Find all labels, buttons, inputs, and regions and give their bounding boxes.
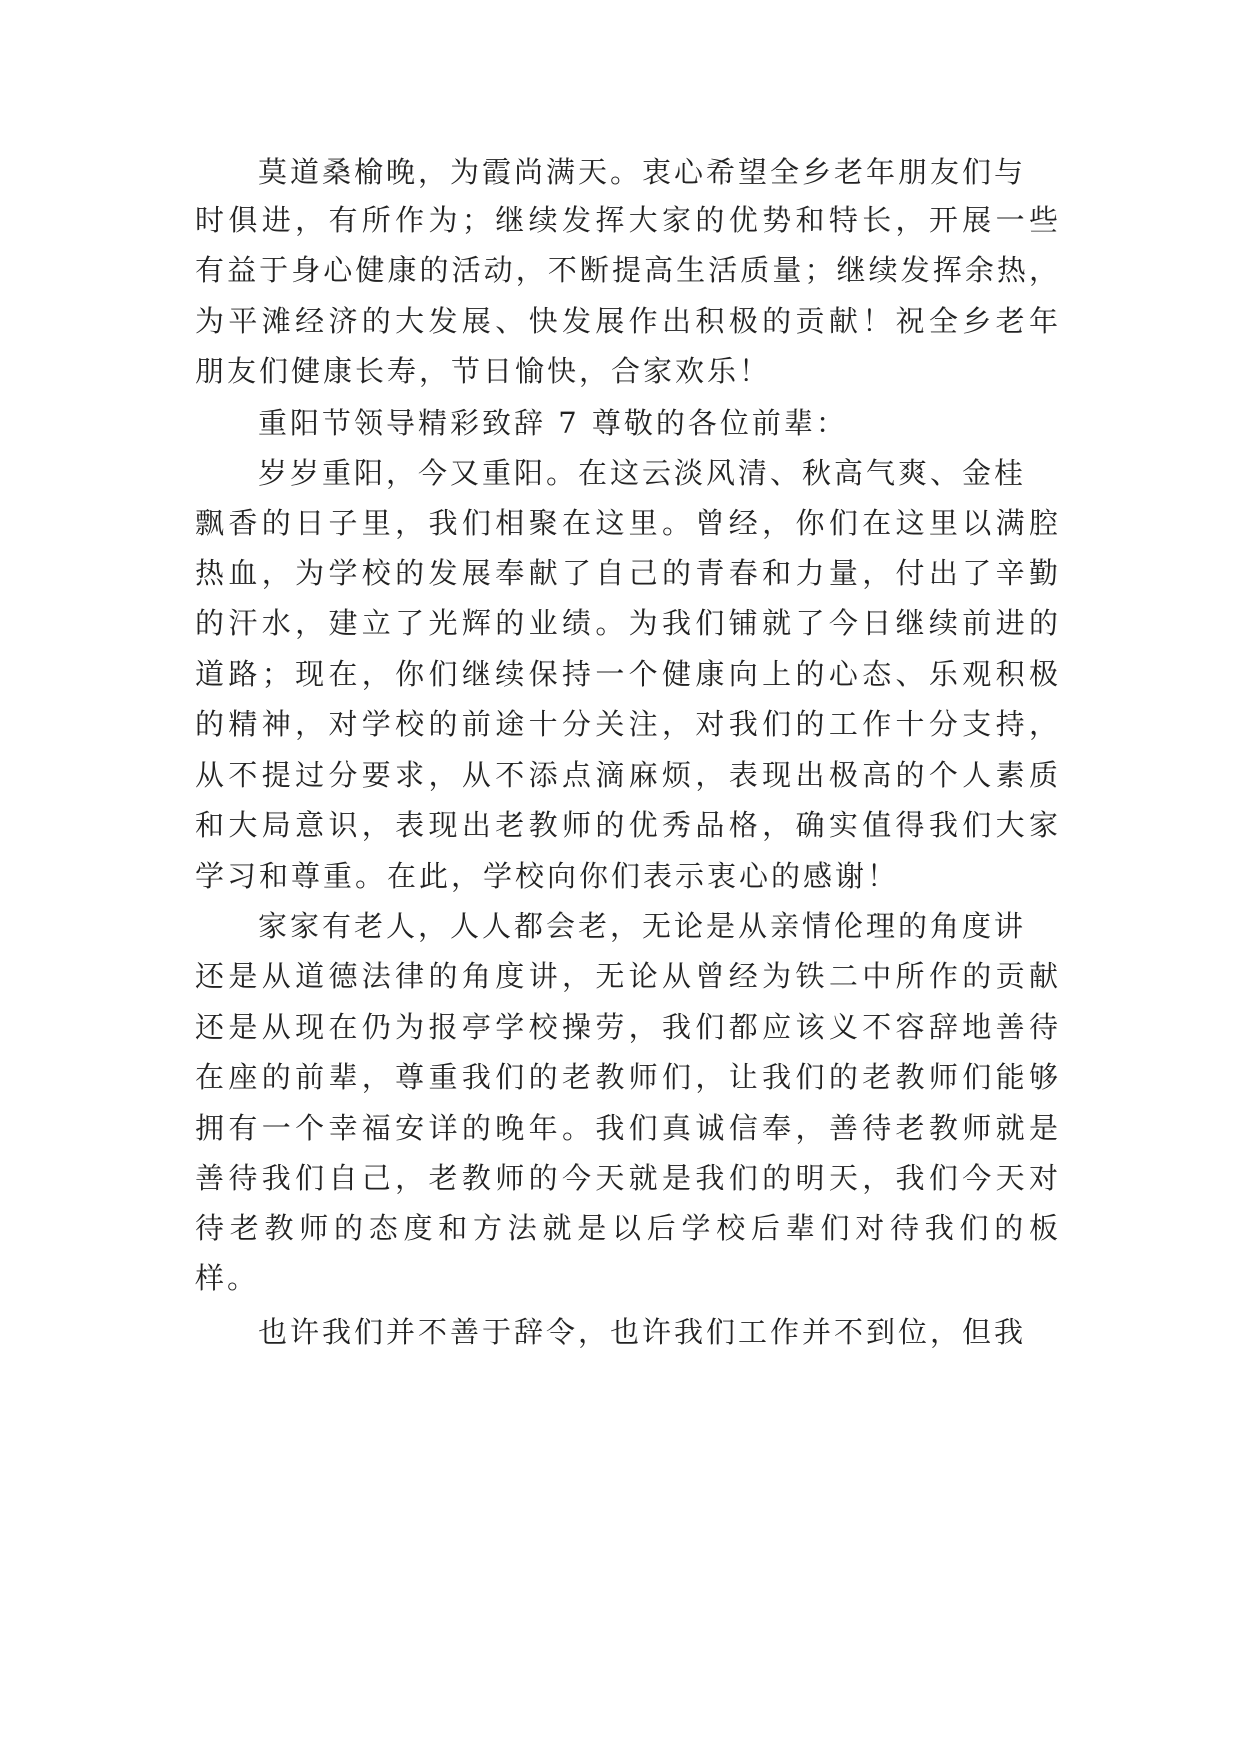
paragraph-line: 拥有一个幸福安详的晚年。我们真诚信奉，善待老教师就是 <box>195 1111 1058 1145</box>
paragraph-line: 朋友们健康长寿，节日愉快，合家欢乐！ <box>195 354 772 388</box>
section-heading-line: 重阳节领导精彩致辞 7 尊敬的各位前辈： <box>258 406 848 440</box>
paragraph-line: 样。 <box>195 1261 260 1295</box>
paragraph-line: 的精神，对学校的前途十分关注，对我们的工作十分支持， <box>195 707 1058 741</box>
paragraph-line: 也许我们并不善于辞令，也许我们工作并不到位，但我 <box>258 1315 1027 1349</box>
paragraph-line: 道路；现在，你们继续保持一个健康向上的心态、乐观积极 <box>195 657 1058 691</box>
paragraph-line: 岁岁重阳，今又重阳。在这云淡风清、秋高气爽、金桂 <box>258 456 1027 490</box>
paragraph-line: 热血，为学校的发展奉献了自己的青春和力量，付出了辛勤 <box>195 556 1058 590</box>
paragraph-line: 为平滩经济的大发展、快发展作出积极的贡献！祝全乡老年 <box>195 304 1058 338</box>
paragraph-line: 学习和尊重。在此，学校向你们表示衷心的感谢！ <box>195 859 900 893</box>
paragraph-line: 有益于身心健康的活动，不断提高生活质量；继续发挥余热， <box>195 253 1058 287</box>
paragraph-line: 家家有老人，人人都会老，无论是从亲情伦理的角度讲 <box>258 909 1027 943</box>
paragraph-line: 从不提过分要求，从不添点滴麻烦，表现出极高的个人素质 <box>195 758 1058 792</box>
paragraph-line: 飘香的日子里，我们相聚在这里。曾经，你们在这里以满腔 <box>195 506 1058 540</box>
paragraph-line: 莫道桑榆晚，为霞尚满天。衷心希望全乡老年朋友们与 <box>258 155 1027 189</box>
paragraph-line: 还是从道德法律的角度讲，无论从曾经为铁二中所作的贡献 <box>195 959 1058 993</box>
paragraph-line: 还是从现在仍为报亭学校操劳，我们都应该义不容辞地善待 <box>195 1010 1058 1044</box>
paragraph-line: 在座的前辈，尊重我们的老教师们，让我们的老教师们能够 <box>195 1060 1058 1094</box>
paragraph-line: 的汗水，建立了光辉的业绩。为我们铺就了今日继续前进的 <box>195 606 1058 640</box>
paragraph-line: 待老教师的态度和方法就是以后学校后辈们对待我们的板 <box>195 1211 1058 1245</box>
paragraph-line: 善待我们自己，老教师的今天就是我们的明天，我们今天对 <box>195 1161 1058 1195</box>
paragraph-line: 时俱进，有所作为；继续发挥大家的优势和特长，开展一些 <box>195 203 1058 237</box>
paragraph-line: 和大局意识，表现出老教师的优秀品格，确实值得我们大家 <box>195 808 1058 842</box>
